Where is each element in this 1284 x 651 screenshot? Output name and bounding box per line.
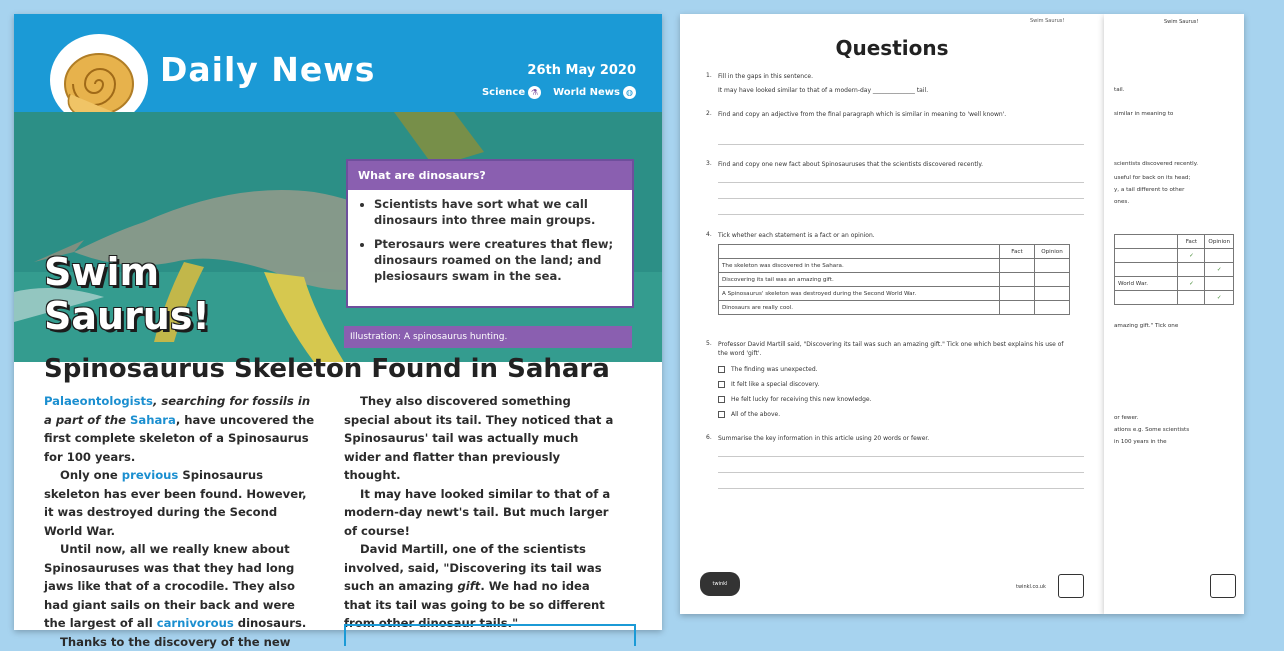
question-4: Tick whether each statement is a fact or an opinion. [718,231,1066,240]
answer-text: or fewer. [1114,414,1234,423]
answer-text: tail. [1114,86,1234,95]
fact-tick-cell[interactable] [1000,287,1035,301]
table-header: Opinion [1035,245,1070,259]
table-row [719,273,1070,287]
article-column-1 [44,392,316,651]
question-number: 2. [706,110,712,117]
flask-icon: ⚗ [528,86,541,99]
option-item[interactable]: The finding was unexpected. [718,366,818,373]
answer-line[interactable] [718,456,1084,457]
illustration-caption: Illustration: A spinosaurus hunting. [344,326,632,348]
tick-icon: ✓ [1178,277,1205,291]
glossary-link[interactable]: previous [122,468,179,482]
glossary-link[interactable]: carnivorous [157,616,234,630]
table-row [719,287,1070,301]
question-number: 3. [706,160,712,167]
answer-line[interactable] [718,214,1084,215]
table-header-row [719,245,1070,259]
answer-text: useful for back on its head; [1114,174,1234,183]
question-number: 6. [706,434,712,441]
checkbox[interactable] [718,411,725,418]
newspaper-page [14,14,662,630]
fact-tick-cell[interactable] [1000,259,1035,273]
paragraph: They also discovered something special about its tail. They noticed that a Spinosaurus' tail was actually much wider and flatter than previously thought. [344,392,616,485]
fact-opinion-table [718,244,1070,315]
question-number: 4. [706,231,712,238]
opinion-tick-cell[interactable] [1035,287,1070,301]
tick-icon: ✓ [1205,291,1234,305]
table-row [719,259,1070,273]
paragraph: It may have looked similar to that of a modern-day newt's tail. But much larger of course! [344,485,616,541]
glossary-link[interactable]: Sahara [130,413,176,427]
article-column-2 [344,392,616,633]
question-5: Professor David Martill said, "Discovering its tail was such an amazing gift." Tick one which best explains his use of the word 'gift'. [718,340,1066,358]
table-row [1115,263,1234,277]
questions-page [680,14,1104,614]
question-2: Find and copy an adjective from the final paragraph which is similar in meaning to 'well known'. [718,110,1066,119]
badge-icon [1058,574,1084,598]
option-item[interactable]: All of the above. [718,411,780,418]
fact-box-frame [344,624,636,646]
badge-icon [1210,574,1236,598]
paragraph: Until now, all we really knew about Spinosauruses was that they had long jaws like that of a crocodile. They also had giant sails on their back and were the largest of all carnivorous dinosaurs. [44,540,316,633]
answer-line[interactable] [718,472,1084,473]
hero-illustration [14,112,662,362]
list-item: • Pterosaurs were creatures that flew; dinosaurs roamed on the land; and plesiosaurs swam in the sea. [374,236,620,284]
answer-text: in 100 years in the [1114,438,1234,447]
table-row [1115,291,1234,305]
answers-page [1104,14,1244,614]
opinion-tick-cell[interactable] [1035,259,1070,273]
tick-icon: ✓ [1178,249,1205,263]
table-row [1115,249,1234,263]
hero-title: Swim Saurus! [44,250,210,338]
answer-text: amazing gift." Tick one [1114,322,1234,331]
answer-line[interactable] [718,198,1084,199]
checkbox[interactable] [718,366,725,373]
answer-line[interactable] [718,488,1084,489]
answer-text: ations e.g. Some scientists [1114,426,1234,435]
article-headline: Spinosaurus Skeleton Found in Sahara [44,354,610,384]
table-row [719,301,1070,315]
footer-url: twinkl.co.uk [1016,584,1046,590]
glossary-link[interactable]: Palaeontologists [44,394,153,408]
statement: The skeleton was discovered in the Sahara. [719,259,1000,273]
newspaper-date: 26th May 2020 [527,63,636,78]
question-1: Fill in the gaps in this sentence. [718,72,1066,81]
paragraph: Palaeontologists, searching for fossils in a part of the Sahara, have uncovered the first complete skeleton of a Spinosaurus for 100 years. [44,392,316,466]
question-number: 5. [706,340,712,347]
tag-list [482,86,636,99]
fact-tick-cell[interactable] [1000,301,1035,315]
question-6: Summarise the key information in this article using 20 words or fewer. [718,434,1066,443]
statement: A Spinosaurus' skeleton was destroyed during the Second World War. [719,287,1000,301]
twinkl-logo: twinkl [700,572,740,596]
option-item[interactable]: He felt lucky for receiving this new knowledge. [718,396,872,403]
globe-icon: ◍ [623,86,636,99]
answer-text: similar in meaning to [1114,110,1234,119]
question-1-gap: It may have looked similar to that of a modern-day ______________ tail. [718,86,1066,95]
tick-icon: ✓ [1205,263,1234,277]
paragraph: Thanks to the discovery of the new [44,633,316,651]
tag-world-news: World News ◍ [553,86,636,99]
table-header [719,245,1000,259]
list-item: • Scientists have sort what we call dinosaurs into three main groups. [374,196,620,228]
page-header: Swim Saurus! [1030,18,1064,24]
paragraph: David Martill, one of the scientists involved, said, "Discovering its tail was such an amazing gift. We had no idea that its tail was going to be so different from other dinosaur tails." [344,540,616,633]
answer-text: y, a tail different to other [1114,186,1234,195]
statement: Dinosaurs are really cool. [719,301,1000,315]
fact-tick-cell[interactable] [1000,273,1035,287]
answers-content [1114,14,1240,614]
checkbox[interactable] [718,396,725,403]
opinion-tick-cell[interactable] [1035,301,1070,315]
questions-title: Questions [680,36,1104,60]
question-number: 1. [706,72,712,79]
newspaper-title: Daily News [160,50,375,89]
question-3: Find and copy one new fact about Spinosauruses that the scientists discovered recently. [718,160,1066,169]
info-box-heading: What are dinosaurs? [348,161,632,190]
checkbox[interactable] [718,381,725,388]
masthead [14,14,662,112]
opinion-tick-cell[interactable] [1035,273,1070,287]
table-row: World War. ✓ [1115,277,1234,291]
answer-line[interactable] [718,144,1084,145]
page-header: Swim Saurus! [1164,18,1284,27]
table-header: Fact [1000,245,1035,259]
paragraph: Only one previous Spinosaurus skeleton has ever been found. However, it was destroyed during the Second World War. [44,466,316,540]
info-box [346,159,634,308]
tag-science: Science ⚗ [482,86,541,99]
statement: Discovering its tail was an amazing gift. [719,273,1000,287]
option-item[interactable]: It felt like a special discovery. [718,381,819,388]
answer-table: Fact Opinion ✓ ✓ World War. ✓ ✓ [1114,234,1234,305]
answer-text: ones. [1114,198,1234,207]
answer-line[interactable] [718,182,1084,183]
answer-text: scientists discovered recently. [1114,160,1234,169]
info-box-list [348,196,632,284]
